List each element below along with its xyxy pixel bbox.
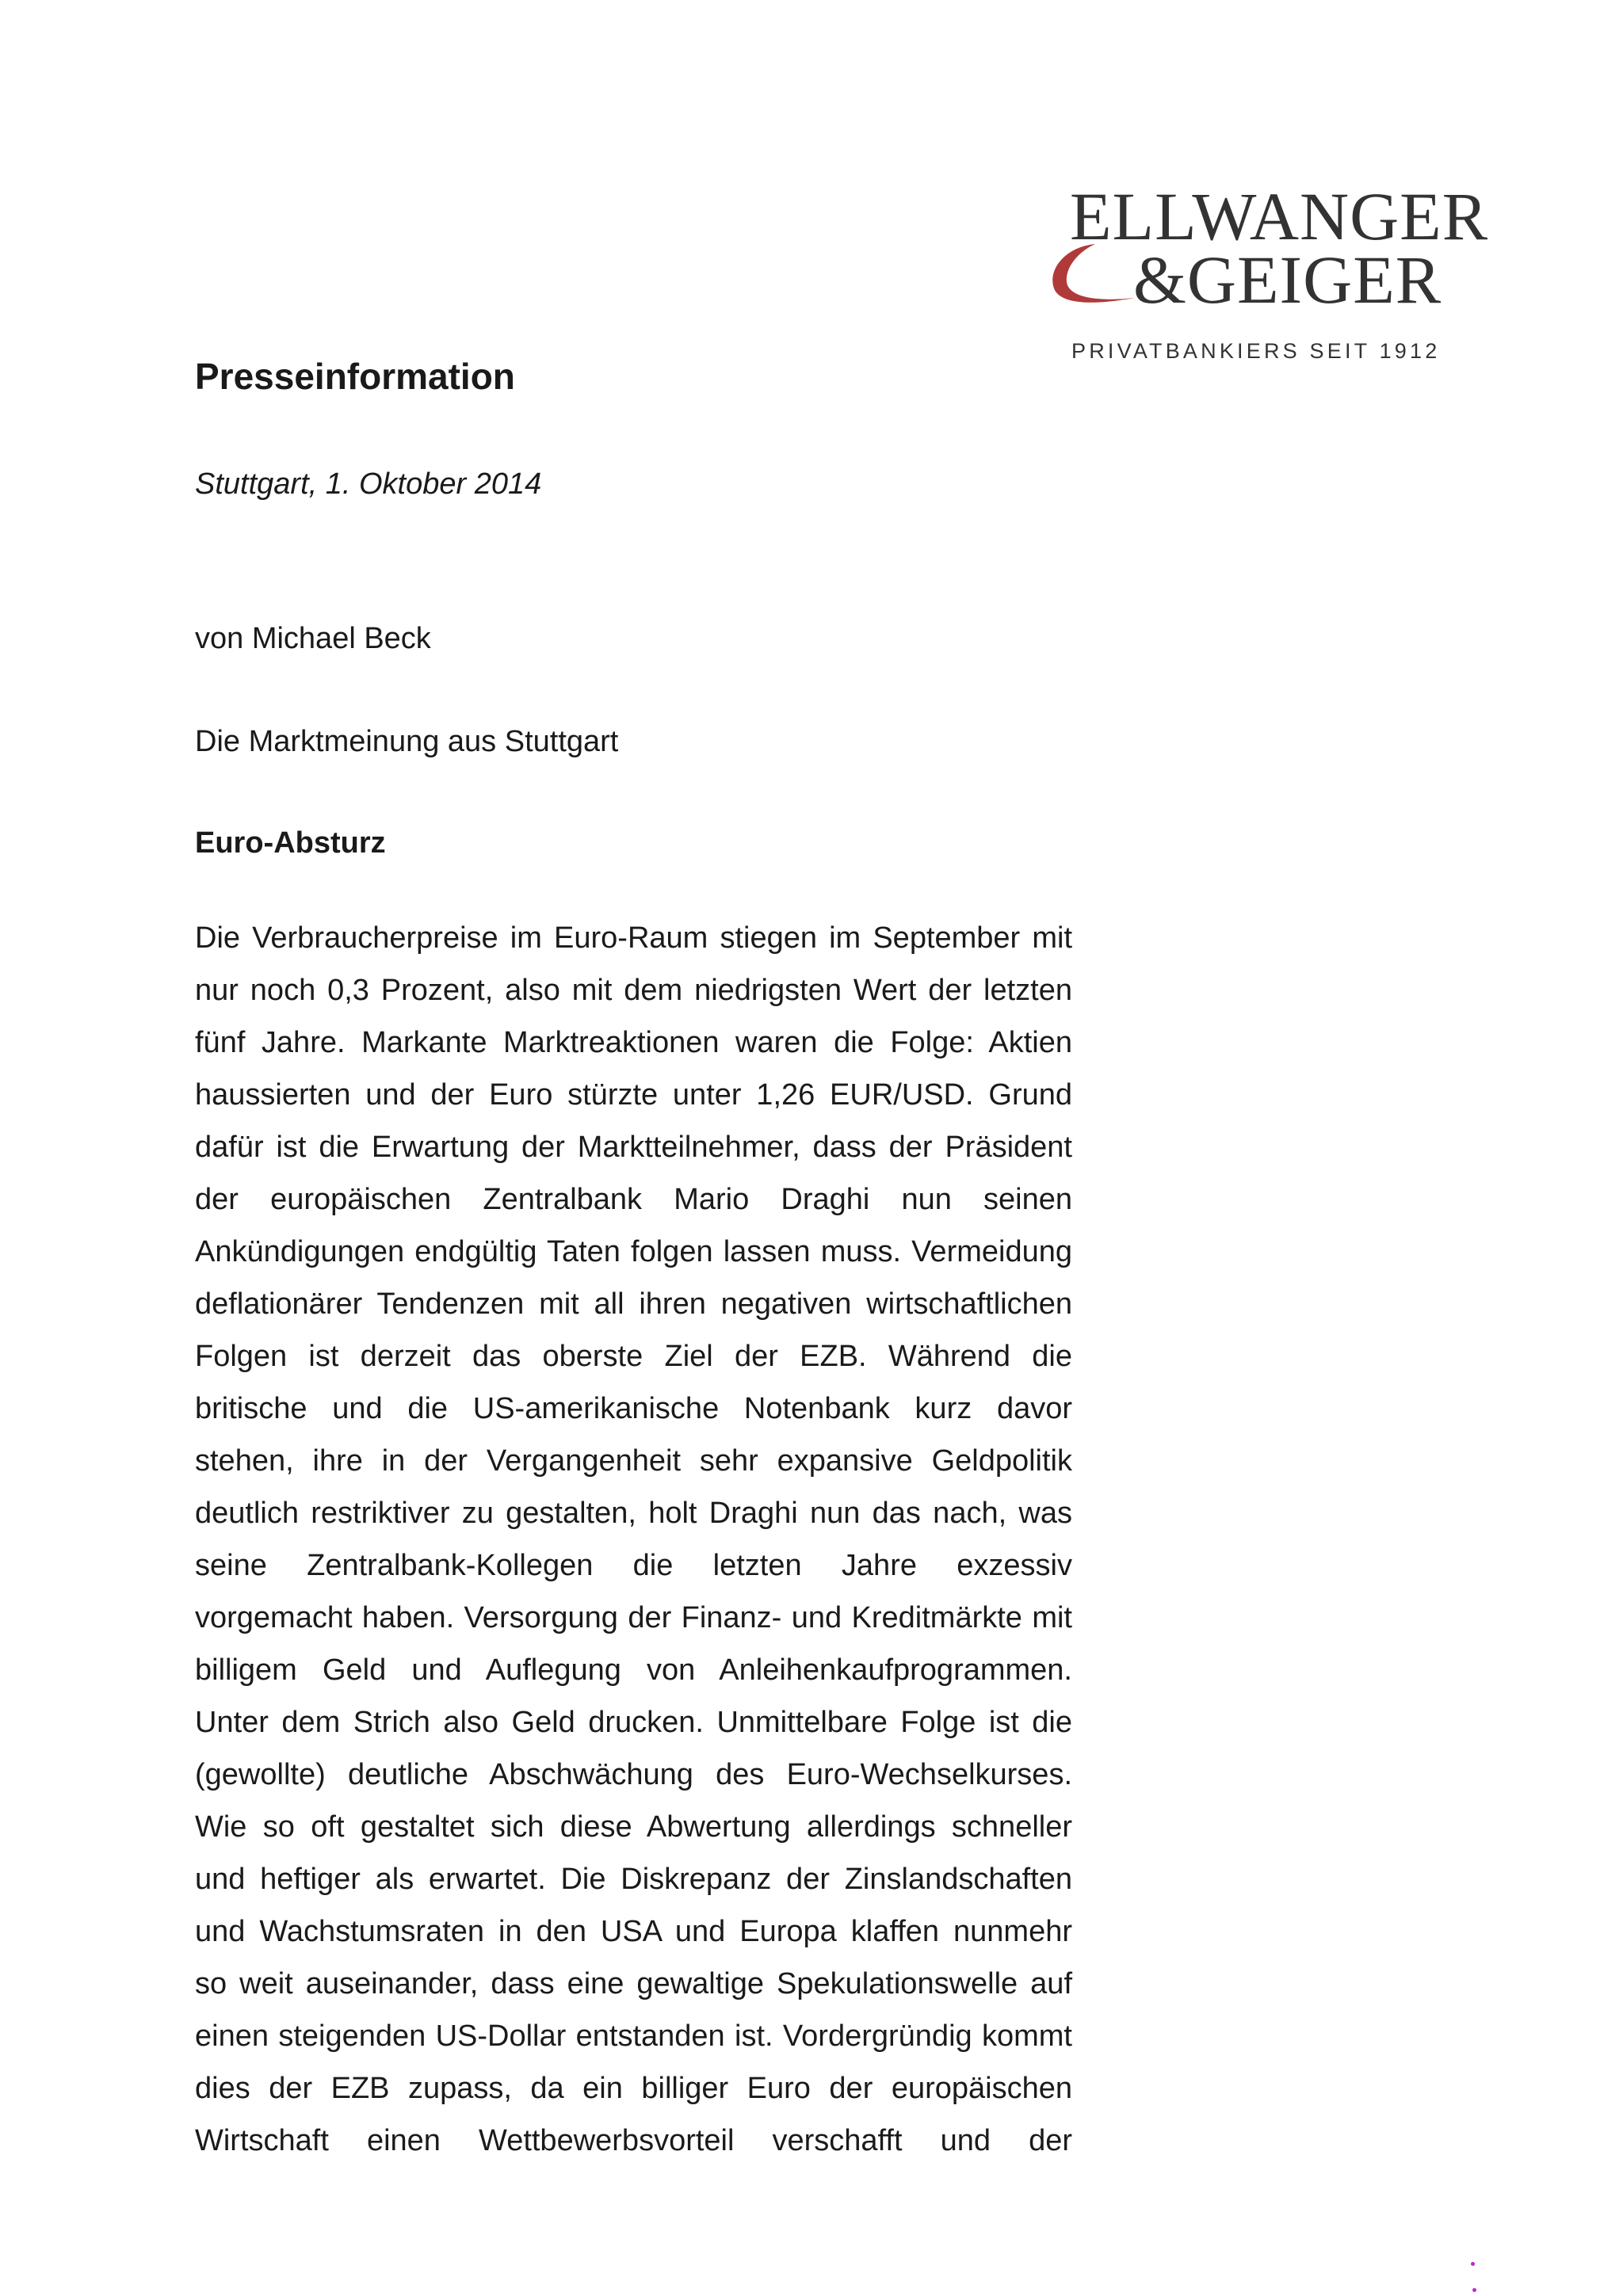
date-line: Stuttgart, 1. Oktober 2014 — [195, 467, 542, 501]
body-line: deflationärer Tendenzen mit all ihren negativen wirtschaftlichen — [195, 1287, 1072, 1321]
body-line: fünf Jahre. Markante Marktreaktionen waren die Folge: Aktien — [195, 1026, 1072, 1059]
body-line: nur noch 0,3 Prozent, also mit dem niedrigsten Wert der letzten — [195, 974, 1072, 1007]
body-line: und Wachstumsraten in den USA und Europa klaffen nunmehr — [195, 1915, 1072, 1948]
body-line: vorgemacht haben. Versorgung der Finanz- und Kreditmärkte mit — [195, 1601, 1072, 1634]
logo-tagline: PRIVATBANKIERS SEIT 1912 — [1071, 339, 1441, 363]
body-line: billigem Geld und Auflegung von Anleihenkaufprogrammen. — [195, 1653, 1072, 1687]
body-line: Wie so oft gestaltet sich diese Abwertung allerdings schneller — [195, 1810, 1072, 1844]
author-line: von Michael Beck — [195, 622, 431, 655]
margin-mark-dot — [1471, 2262, 1475, 2266]
body-line: dafür ist die Erwartung der Marktteilnehmer, dass der Präsident — [195, 1131, 1072, 1164]
document-type-heading: Presseinformation — [195, 356, 515, 397]
body-line: so weit auseinander, dass eine gewaltige Spekulationswelle auf — [195, 1967, 1072, 2000]
article-body — [195, 912, 1072, 2167]
body-line: und heftiger als erwartet. Die Diskrepanz der Zinslandschaften — [195, 1863, 1072, 1896]
body-line: Ankündigungen endgültig Taten folgen lassen muss. Vermeidung — [195, 1235, 1072, 1268]
body-line: (gewollte) deutliche Abschwächung des Euro-Wechselkurses. — [195, 1758, 1072, 1791]
company-logo — [1046, 176, 1489, 374]
body-line: Folgen ist derzeit das oberste Ziel der EZB. Während die — [195, 1340, 1072, 1373]
logo-wordmark-line1: ELLWANGER — [1070, 178, 1489, 254]
body-line: dies der EZB zupass, da ein billiger Euro der europäischen — [195, 2072, 1072, 2105]
body-line: der europäischen Zentralbank Mario Draghi nun seinen — [195, 1183, 1072, 1216]
body-line: seine Zentralbank-Kollegen die letzten Jahre exzessiv — [195, 1549, 1072, 1582]
body-line: deutlich restriktiver zu gestalten, holt Draghi nun das nach, was — [195, 1497, 1072, 1530]
body-line: Die Verbraucherpreise im Euro-Raum stiegen im September mit — [195, 921, 1072, 955]
body-line: haussierten und der Euro stürzte unter 1,26 EUR/USD. Grund — [195, 1078, 1072, 1112]
body-line: Wirtschaft einen Wettbewerbsvorteil verschafft und der — [195, 2124, 1072, 2157]
series-title: Die Marktmeinung aus Stuttgart — [195, 725, 619, 758]
margin-mark-dot — [1472, 2288, 1476, 2292]
body-line: Unter dem Strich also Geld drucken. Unmittelbare Folge ist die — [195, 1706, 1072, 1739]
body-line: stehen, ihre in der Vergangenheit sehr expansive Geldpolitik — [195, 1444, 1072, 1478]
logo-wordmark-line2: &GEIGER — [1133, 242, 1442, 318]
body-line: britische und die US-amerikanische Notenbank kurz davor — [195, 1392, 1072, 1425]
body-line: einen steigenden US-Dollar entstanden ist. Vordergründig kommt — [195, 2019, 1072, 2053]
article-headline: Euro-Absturz — [195, 826, 386, 860]
